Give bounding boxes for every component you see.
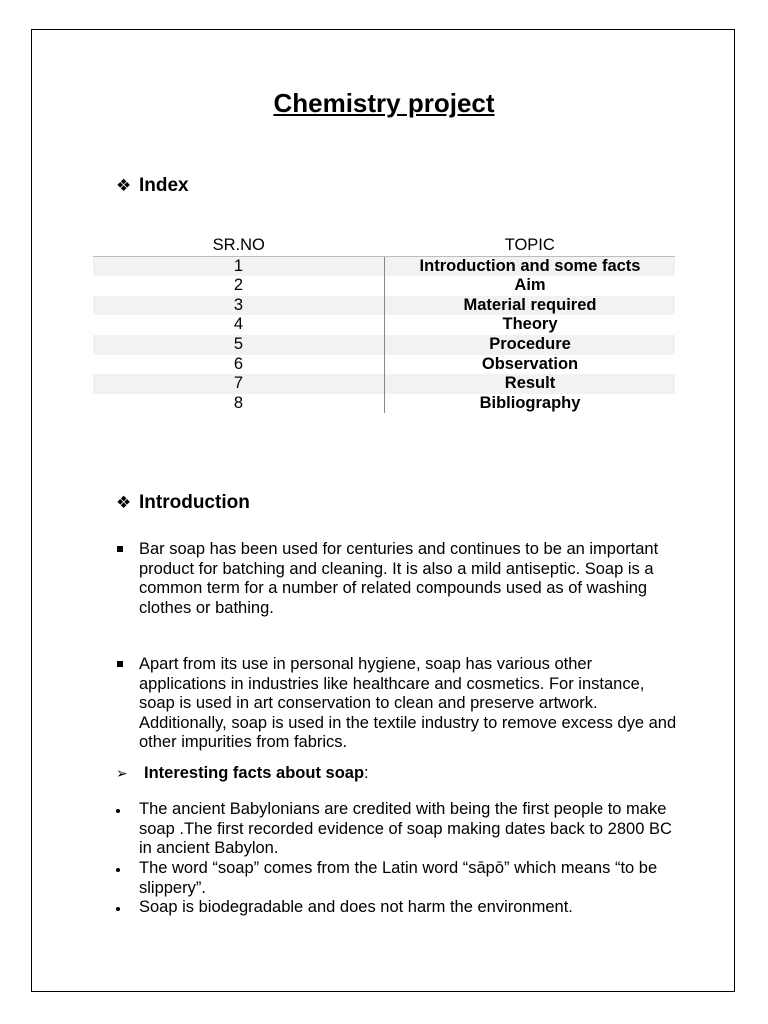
- facts-heading: [116, 763, 369, 783]
- intro-paragraph: Bar soap has been used for centuries and continues to be an important product for batching and cleaning. It is also a mild antiseptic. Soap is a common term for a number of related compounds used as of washing clothes or bathing.: [139, 540, 659, 617]
- topic-cell: Result: [385, 374, 676, 394]
- introduction-heading-text: Introduction: [139, 492, 250, 513]
- diamond-bullet-icon: ❖: [116, 493, 132, 512]
- intro-paragraph: Apart from its use in personal hygiene, soap has various other applications in industries like healthcare and cosmetics. For instance, soap is used in art conservation to clean and preserve artwork. Additionally, soap is used in the textile industry to remove excess dye and other impurities from fabrics.: [139, 655, 677, 752]
- dot-bullet-icon: [116, 907, 120, 911]
- sr-cell: 5: [93, 335, 385, 355]
- topic-cell: Observation: [481, 354, 579, 373]
- index-heading: [116, 174, 189, 198]
- fact-item: Soap is biodegradable and does not harm the environment.: [139, 898, 573, 916]
- table-row: [93, 276, 675, 296]
- table-row: [93, 315, 675, 335]
- sr-cell: 8: [93, 394, 385, 414]
- page-title: Chemistry project: [273, 88, 495, 118]
- sr-cell: 4: [93, 315, 385, 335]
- column-header-topic: TOPIC: [385, 236, 676, 256]
- sr-cell: 1: [93, 256, 385, 276]
- table-row: [93, 355, 675, 375]
- facts-heading-colon: :: [364, 764, 369, 782]
- table-row: [93, 394, 675, 414]
- index-table-header: [93, 236, 675, 256]
- index-heading-text: Index: [139, 175, 189, 196]
- fact-item: The ancient Babylonians are credited with being the first people to make soap .The first recorded evidence of soap making dates back to 2800 BC in ancient Babylon.: [139, 800, 672, 858]
- topic-cell: Bibliography: [479, 393, 581, 412]
- sr-cell: 2: [93, 276, 385, 296]
- introduction-heading: [116, 491, 250, 515]
- index-table: [93, 236, 675, 413]
- dot-bullet-icon: [116, 809, 120, 813]
- arrow-bullet-icon: ➢: [116, 765, 128, 781]
- topic-cell: Procedure: [385, 335, 676, 355]
- fact-item: The word “soap” comes from the Latin word “sāpō” which means “to be slippery”.: [139, 859, 658, 897]
- square-bullet-icon: [117, 546, 123, 552]
- topic-cell: Theory: [502, 315, 558, 334]
- topic-cell: Aim: [514, 276, 546, 295]
- table-row: [93, 374, 675, 394]
- column-header-sr: SR.NO: [93, 236, 385, 256]
- sr-cell: 3: [93, 296, 385, 316]
- topic-cell: Material required: [385, 296, 676, 316]
- table-row: [93, 335, 675, 355]
- facts-heading-text: Interesting facts about soap: [144, 764, 365, 782]
- topic-cell: Introduction and some facts: [385, 256, 676, 276]
- square-bullet-icon: [117, 661, 123, 667]
- sr-cell: 6: [93, 355, 385, 375]
- sr-cell: 7: [93, 374, 385, 394]
- dot-bullet-icon: [116, 868, 120, 872]
- table-row: [93, 296, 675, 316]
- table-row: [93, 256, 675, 276]
- diamond-bullet-icon: ❖: [116, 176, 132, 195]
